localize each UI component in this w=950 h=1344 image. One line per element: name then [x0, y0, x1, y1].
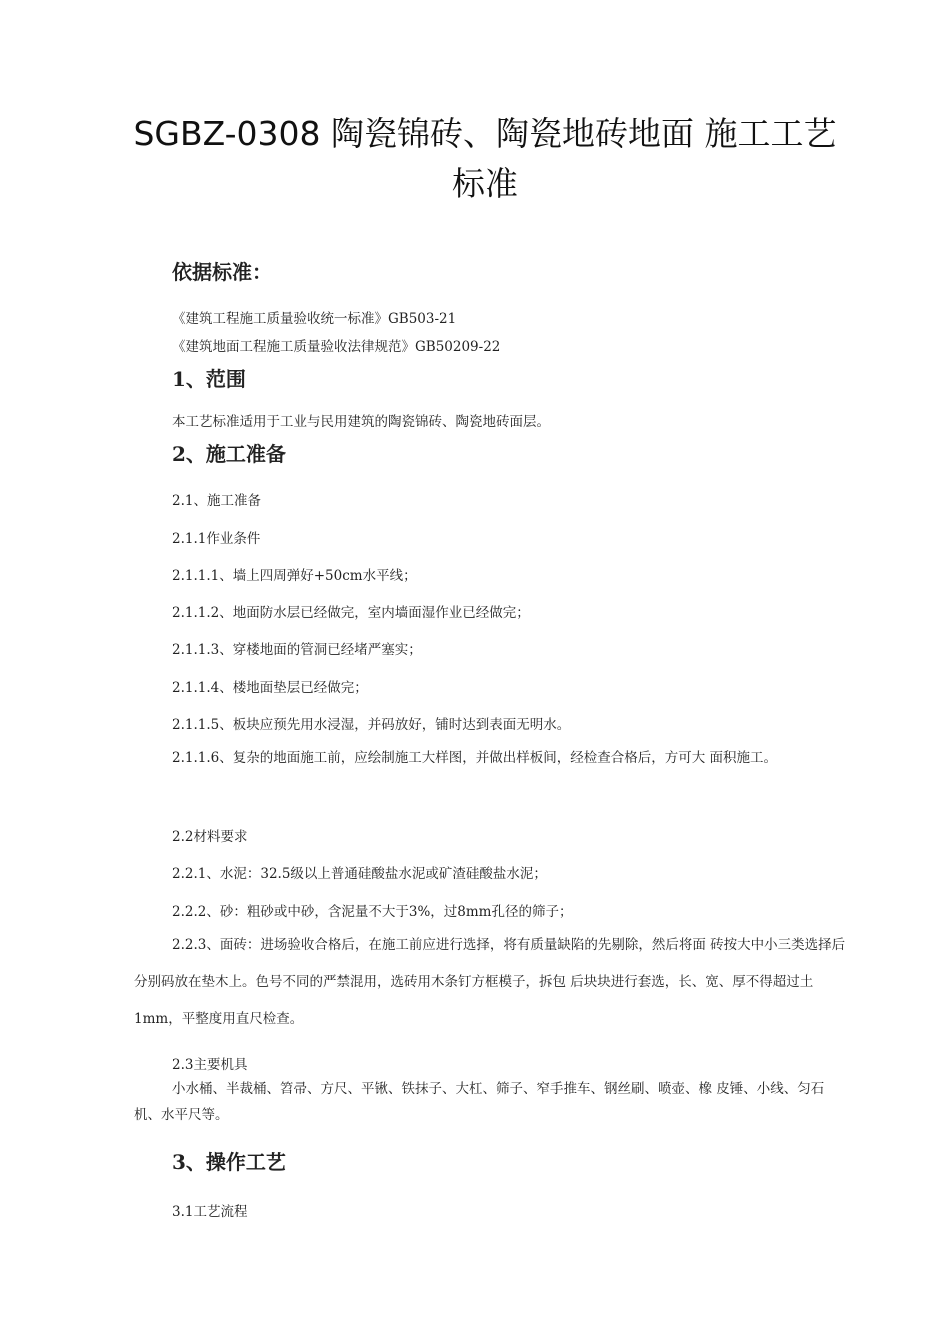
basis-heading: 依据标准：: [172, 260, 272, 284]
prep-item: 2.1、施工准备: [172, 493, 261, 509]
reference-item: 《建筑工程施工质量验收统一标准》GB503-21: [172, 311, 457, 327]
scope-text: 本工艺标准适用于工业与民用建筑的陶瓷锦砖、陶瓷地砖面层。: [172, 414, 550, 430]
prep-item: 2.1.1.2、地面防水层已经做完，室内墙面湿作业已经做完；: [172, 605, 530, 621]
section-heading-scope: 1、范围: [172, 367, 246, 391]
prep-item: 2.1.1.5、板块应预先用水浸湿，并码放好，铺时达到表面无明水。: [172, 717, 571, 733]
material-item: 2.2.1、水泥：32.5级以上普通硅酸盐水泥或矿渣硅酸盐水泥；: [172, 866, 547, 882]
prep-item: 2.1.1.4、楼地面垫层已经做完；: [172, 680, 368, 696]
reference-item: 《建筑地面工程施工质量验收法律规范》GB50209-22: [172, 339, 501, 355]
section-heading-operation: 3、操作工艺: [172, 1150, 286, 1174]
tools-heading: 2.3主要机具: [172, 1057, 248, 1073]
section-heading-preparation: 2、施工准备: [172, 442, 286, 466]
document-title-line1: SGBZ-0308 陶瓷锦砖、陶瓷地砖地面 施工工艺: [133, 114, 837, 153]
process-flow-heading: 3.1工艺流程: [172, 1204, 248, 1220]
prep-item: 2.1.1作业条件: [172, 531, 261, 547]
document-title-line2: 标准: [452, 164, 518, 203]
material-item-223: 2.2.3、面砖：进场验收合格后，在施工前应进行选择，将有质量缺陷的先剔除，然后将面 砖按大中小三类选择后分别码放在垫木上。色号不同的严禁混用，选砖用木条钉方框模子，拆包 后块块进行套选，长、宽、厚不得超过土 1mm，平整度用直尺检查。: [134, 937, 846, 1027]
prep-item: 2.1.1.1、墙上四周弹好+50cm水平线；: [172, 568, 417, 584]
prep-item-2116: 2.1.1.6、复杂的地面施工前，应绘制施工大样图，并做出样板间，经检查合格后，方可大 面积施工。: [172, 750, 778, 766]
prep-item: 2.1.1.3、穿楼地面的管洞已经堵严塞实；: [172, 642, 422, 658]
tools-text: 小水桶、半裁桶、笤帚、方尺、平锹、铁抹子、大杠、筛子、窄手推车、钢丝刷、喷壶、橡 皮锤、小线、匀石机、水平尺等。: [134, 1081, 825, 1123]
materials-heading: 2.2材料要求: [172, 829, 248, 845]
material-item: 2.2.2、砂：粗砂或中砂，含泥量不大于3%，过8mm孔径的筛子；: [172, 904, 573, 920]
